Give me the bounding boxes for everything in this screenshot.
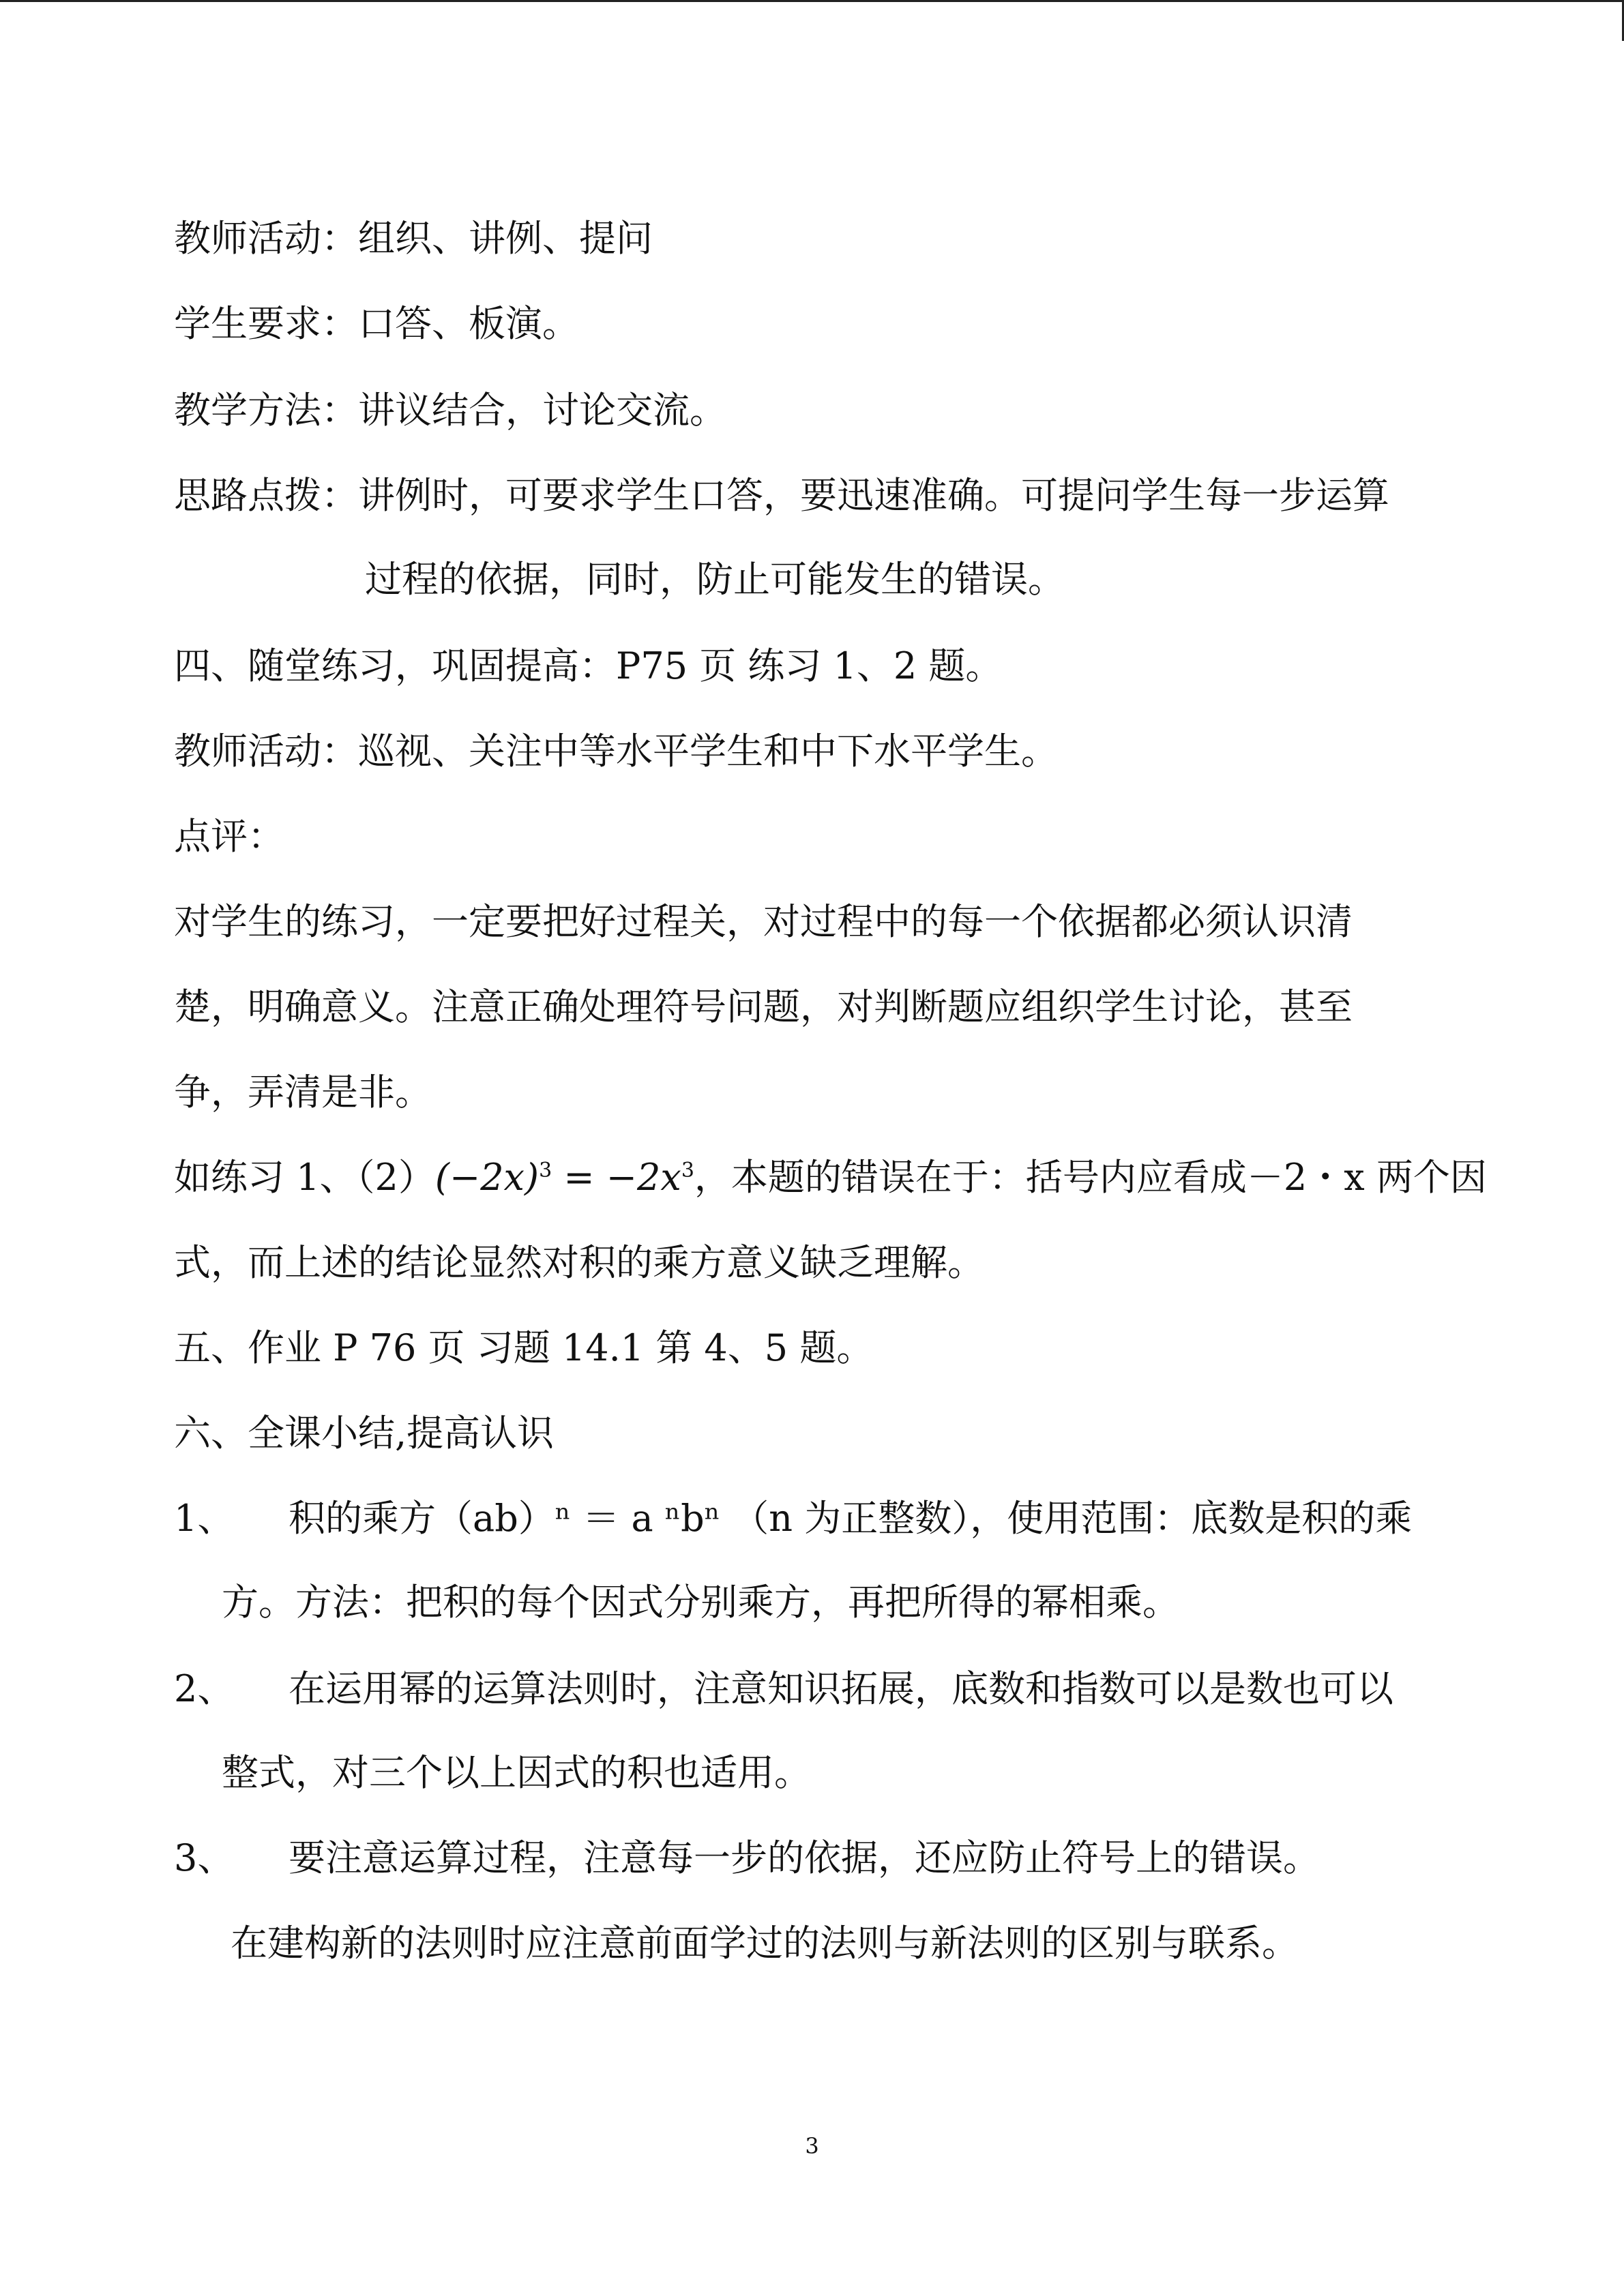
summary-1-text: 积的乘方（ab）ⁿ ＝ a ⁿbⁿ （n 为正整数），使用范围：底数是积的乘 <box>289 1497 1413 1540</box>
summary-3-text: 要注意运算过程，注意每一步的依据，还应防止符号上的错误。 <box>289 1836 1320 1879</box>
final-note: 在建构新的法则时应注意前面学过的法则与新法则的区别与联系。 <box>231 1922 1299 1965</box>
summary-3-number: 3、 <box>174 1836 235 1879</box>
page-number: 3 <box>805 2133 819 2159</box>
summary-2-continuation: 整式，对三个以上因式的积也适用。 <box>222 1751 811 1794</box>
example-formula-left: (−2x) <box>434 1156 540 1199</box>
homework-line: 五、作业 P 76 页 习题 14.1 第 4、5 题。 <box>174 1326 874 1369</box>
example-exponent-left: 3 <box>539 1159 552 1182</box>
example-exponent-right: 3 <box>681 1159 694 1182</box>
teacher-activity-2-line: 教师活动：巡视、关注中等水平学生和中下水平学生。 <box>174 730 1058 773</box>
comment-line-1: 对学生的练习，一定要把好过程关，对过程中的每一个依据都必须认识清 <box>174 900 1353 943</box>
example-prefix: 如练习 1、（2） <box>174 1156 435 1199</box>
top-border <box>0 0 1624 2</box>
practice-line: 四、随堂练习，巩固提高：P75 页 练习 1、2 题。 <box>174 644 1003 687</box>
summary-2-text: 在运用幂的运算法则时，注意知识拓展，底数和指数可以是数也可以 <box>289 1667 1393 1710</box>
summary-1-number: 1、 <box>174 1497 235 1540</box>
teaching-method-line: 教学方法：讲议结合，讨论交流。 <box>174 389 726 432</box>
summary-2-number: 2、 <box>174 1667 235 1710</box>
example-line-2: 式，而上述的结论显然对积的乘方意义缺乏理解。 <box>174 1241 984 1284</box>
example-line <box>174 1156 1487 1200</box>
student-requirement-line: 学生要求：口答、板演。 <box>174 302 579 345</box>
comment-label: 点评： <box>174 815 284 858</box>
thinking-hint-line-2: 过程的依据，同时，防止可能发生的错误。 <box>365 558 1065 601</box>
comment-line-2: 楚，明确意义。注意正确处理符号问题，对判断题应组织学生讨论，甚至 <box>174 985 1353 1028</box>
comment-line-3: 争，弄清是非。 <box>174 1071 432 1114</box>
summary-title: 六、全课小结,提高认识 <box>174 1412 555 1455</box>
summary-1-continuation: 方。方法：把积的每个因式分别乘方，再把所得的幂相乘。 <box>222 1581 1179 1624</box>
thinking-hint-line-1: 思路点拨：讲例时，可要求学生口答，要迅速准确。可提问学生每一步运算 <box>174 474 1389 517</box>
teacher-activity-line: 教师活动：组织、讲例、提问 <box>174 217 653 260</box>
example-formula-right: = −2x <box>552 1156 681 1199</box>
example-suffix: ，本题的错误在于：括号内应看成－2・x 两个因 <box>694 1156 1487 1199</box>
